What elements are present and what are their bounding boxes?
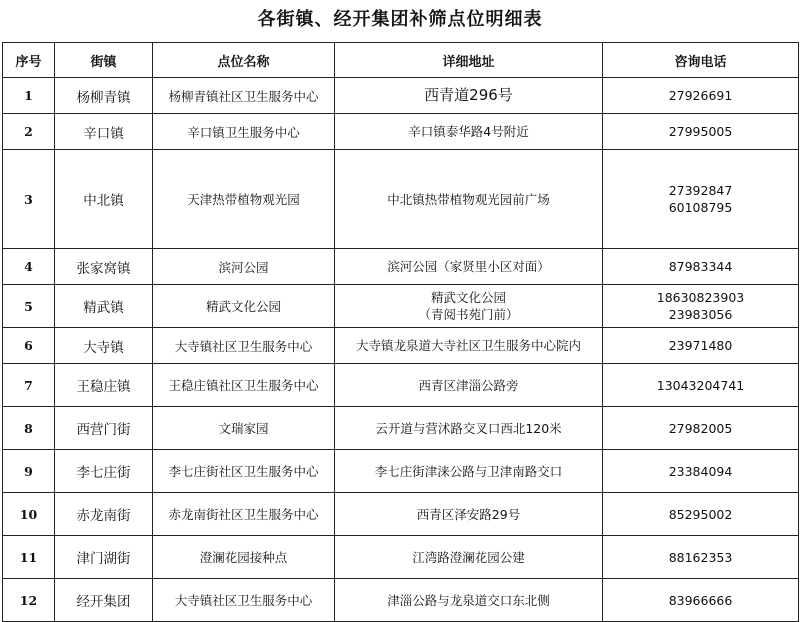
row-address — [335, 150, 603, 249]
row-address — [335, 114, 603, 150]
phone-number: 87983344 — [668, 259, 733, 274]
address-line: 中北镇热带植物观光园前广场 — [387, 191, 550, 207]
testing-sites-table — [2, 42, 799, 622]
row-index: 3 — [3, 150, 55, 249]
row-address — [335, 493, 603, 536]
phone-number: 85295002 — [668, 506, 733, 522]
row-site-name: 李七庄街社区卫生服务中心 — [153, 450, 335, 493]
table-row — [3, 493, 799, 536]
row-address — [335, 536, 603, 579]
row-site-name: 澄澜花园接种点 — [153, 536, 335, 579]
row-address — [335, 407, 603, 450]
row-index: 12 — [3, 579, 55, 622]
row-site-name: 文瑞家园 — [153, 407, 335, 450]
table-row — [3, 450, 799, 493]
row-address — [335, 450, 603, 493]
row-index: 8 — [3, 407, 55, 450]
row-site-name: 大寺镇社区卫生服务中心 — [153, 579, 335, 622]
row-phone — [603, 579, 799, 622]
phone-number: 23971480 — [668, 338, 733, 353]
row-town: 李七庄街 — [55, 450, 153, 493]
row-index: 1 — [3, 78, 55, 114]
row-town: 王稳庄镇 — [55, 364, 153, 407]
phone-number: 60108795 — [668, 200, 733, 215]
address-line: 江湾路澄澜花园公建 — [412, 549, 525, 565]
table-row — [3, 285, 799, 328]
phone-number: 23384094 — [668, 463, 733, 479]
row-address — [335, 285, 603, 328]
row-index: 4 — [3, 249, 55, 285]
row-index: 10 — [3, 493, 55, 536]
table-row — [3, 328, 799, 364]
address-line: （青阅书苑门前） — [418, 307, 519, 322]
table-header-row — [3, 43, 799, 78]
row-town: 大寺镇 — [55, 328, 153, 364]
row-site-name: 赤龙南街社区卫生服务中心 — [153, 493, 335, 536]
row-site-name: 滨河公园 — [153, 249, 335, 285]
table-row — [3, 407, 799, 450]
row-phone — [603, 364, 799, 407]
row-town: 张家窝镇 — [55, 249, 153, 285]
row-address — [335, 78, 603, 114]
phone-number: 13043204741 — [656, 377, 745, 393]
row-site-name: 辛口镇卫生服务中心 — [153, 114, 335, 150]
header-address: 详细地址 — [335, 43, 603, 78]
row-index: 6 — [3, 328, 55, 364]
row-address — [335, 579, 603, 622]
row-town: 赤龙南街 — [55, 493, 153, 536]
table-row — [3, 536, 799, 579]
row-town: 经开集团 — [55, 579, 153, 622]
phone-number: 27995005 — [668, 124, 733, 139]
address-line: 滨河公园（家贤里小区对面） — [387, 259, 550, 274]
address-line: 精武文化公园 — [430, 290, 506, 305]
phone-number: 27982005 — [668, 420, 733, 436]
row-index: 7 — [3, 364, 55, 407]
phone-number: 27392847 — [668, 183, 733, 198]
row-phone — [603, 328, 799, 364]
row-index: 9 — [3, 450, 55, 493]
address-line: 云开道与营沭路交叉口西北120米 — [375, 420, 562, 436]
row-address — [335, 364, 603, 407]
address-line: 大寺镇龙泉道大寺社区卫生服务中心院内 — [355, 338, 581, 353]
phone-number: 27926691 — [668, 88, 733, 103]
row-town: 中北镇 — [55, 150, 153, 249]
phone-number: 83966666 — [668, 592, 733, 608]
row-site-name: 精武文化公园 — [153, 285, 335, 328]
row-site-name: 杨柳青镇社区卫生服务中心 — [153, 78, 335, 114]
row-phone — [603, 450, 799, 493]
table-row — [3, 249, 799, 285]
row-site-name: 大寺镇社区卫生服务中心 — [153, 328, 335, 364]
table-body — [3, 78, 799, 622]
document-title: 各街镇、经开集团补筛点位明细表 — [257, 9, 543, 30]
row-phone — [603, 493, 799, 536]
phone-number: 18630823903 — [656, 290, 745, 305]
table-row — [3, 150, 799, 249]
header-index: 序号 — [3, 43, 55, 78]
row-site-name: 王稳庄镇社区卫生服务中心 — [153, 364, 335, 407]
row-phone — [603, 407, 799, 450]
row-phone — [603, 78, 799, 114]
address-line: 李七庄街津涞公路与卫津南路交口 — [374, 463, 563, 479]
row-town: 辛口镇 — [55, 114, 153, 150]
row-phone — [603, 536, 799, 579]
header-phone: 咨询电话 — [603, 43, 799, 78]
table-row — [3, 114, 799, 150]
table-row — [3, 579, 799, 622]
row-phone — [603, 150, 799, 249]
table-row — [3, 78, 799, 114]
row-town: 精武镇 — [55, 285, 153, 328]
row-site-name: 天津热带植物观光园 — [153, 150, 335, 249]
row-town: 杨柳青镇 — [55, 78, 153, 114]
row-phone — [603, 285, 799, 328]
row-phone — [603, 114, 799, 150]
row-address — [335, 328, 603, 364]
row-town: 西营门街 — [55, 407, 153, 450]
phone-number: 88162353 — [668, 549, 733, 565]
row-index: 5 — [3, 285, 55, 328]
address-line: 西青区泽安路29号 — [416, 506, 521, 522]
address-line: 西青道296号 — [424, 86, 513, 104]
table-row — [3, 364, 799, 407]
row-town: 津门湖街 — [55, 536, 153, 579]
address-line: 西青区津淄公路旁 — [418, 377, 519, 393]
header-site-name: 点位名称 — [153, 43, 335, 78]
address-line: 辛口镇泰华路4号附近 — [408, 124, 529, 139]
phone-number: 23983056 — [668, 307, 733, 322]
row-index: 11 — [3, 536, 55, 579]
header-town: 街镇 — [55, 43, 153, 78]
row-phone — [603, 249, 799, 285]
address-line: 津淄公路与龙泉道交口东北侧 — [387, 592, 550, 608]
row-index: 2 — [3, 114, 55, 150]
row-address — [335, 249, 603, 285]
